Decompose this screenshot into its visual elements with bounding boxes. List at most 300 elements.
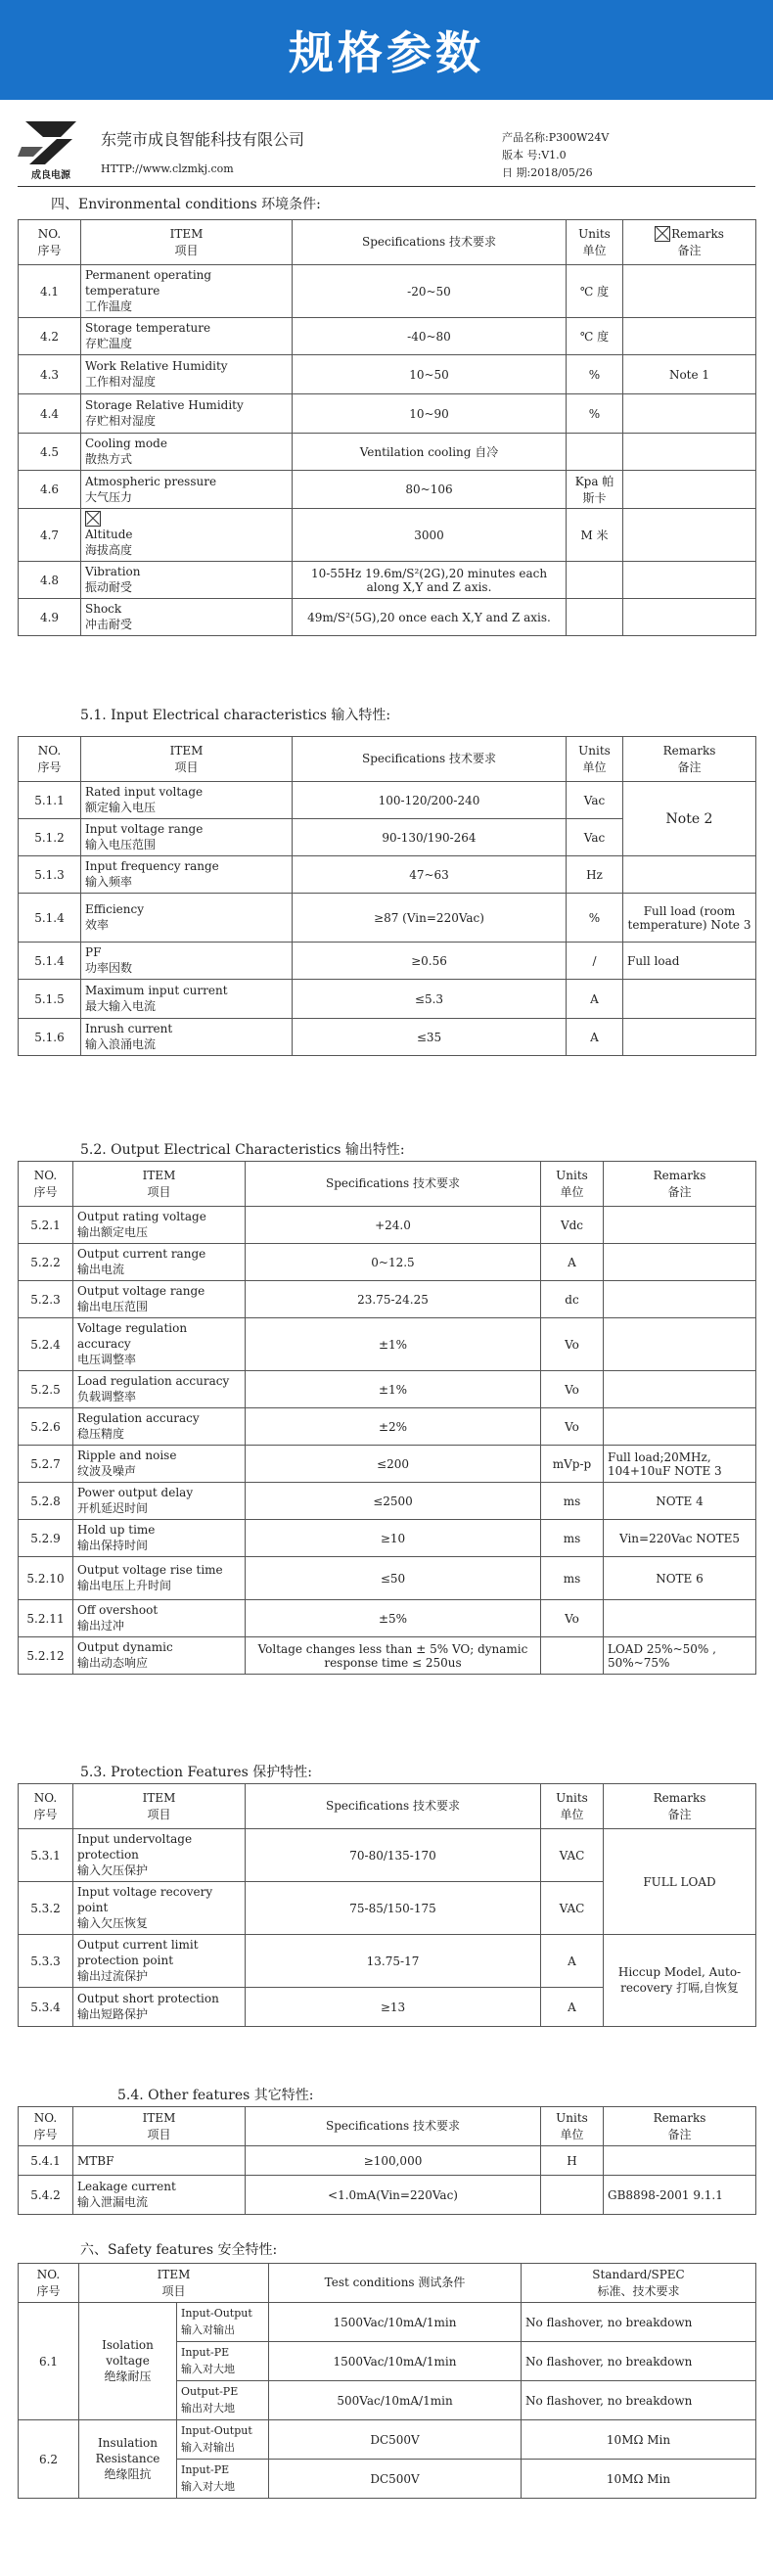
item-cn: 输入电压范围: [85, 838, 157, 851]
product-value: P300W24V: [548, 131, 610, 144]
table-row: [19, 599, 756, 636]
row-number: 5.1.1: [19, 782, 81, 819]
section-title-input: 5.1. Input Electrical characteristics 输入特性:: [80, 708, 391, 723]
item-cn: 振动耐受: [85, 580, 133, 594]
remarks-cell: NOTE 6: [604, 1557, 756, 1600]
table-header-row: NO. 序号 ITEM 项目 Test conditions 测试条件 Standard/SPEC 标准、技术要求: [19, 2264, 756, 2303]
unit-cell: VAC: [541, 1829, 604, 1882]
row-number: 5.2.3: [19, 1281, 73, 1318]
date-label: 日 期:: [502, 166, 531, 179]
sub-item-en: Input-Output: [181, 2307, 252, 2320]
standard-cell: No flashover, no breakdown: [522, 2381, 756, 2420]
item-cell: [73, 1446, 246, 1483]
unit-cell: dc: [541, 1281, 604, 1318]
row-number: 4.5: [19, 434, 81, 471]
company-logo: [18, 117, 84, 180]
row-number: 4.3: [19, 355, 81, 394]
unit-cell: Vac: [567, 819, 623, 856]
other-table: [18, 2106, 756, 2215]
table-header-row: NO. 序号 ITEM 项目 Specifications 技术要求 Units 单位 Remarks 备注: [19, 1162, 756, 1207]
checkbox-icon: [85, 511, 101, 527]
item-cn: 最大输入电流: [85, 999, 157, 1013]
table-row: [19, 856, 756, 894]
spec-cell: ≥13: [246, 1988, 541, 2027]
company-name: 东莞市成良智能科技有限公司: [101, 130, 305, 149]
company-url[interactable]: HTTP://www.clzmkj.com: [101, 162, 234, 175]
item-cn: 绝缘阻抗: [104, 2467, 152, 2481]
sub-item-cell: [177, 2303, 269, 2342]
table-row: [19, 1446, 756, 1483]
remarks-cell: [623, 856, 756, 894]
item-en: PF: [85, 945, 102, 959]
item-cell: [73, 1988, 246, 2027]
unit-cell: [567, 434, 623, 471]
item-en: Load regulation accuracy: [77, 1374, 230, 1388]
item-en: Leakage current: [77, 2180, 176, 2193]
unit-cell: Vdc: [541, 1207, 604, 1244]
table-row: [19, 2146, 756, 2176]
col-remarks: Remarks 备注: [623, 220, 756, 265]
col-item: ITEM 项目: [81, 220, 293, 265]
item-cn: 输出动态响应: [77, 1656, 149, 1670]
row-number: 4.1: [19, 265, 81, 318]
row-number: 5.2.2: [19, 1244, 73, 1281]
item-en: Off overshoot: [77, 1603, 159, 1617]
item-cell: [73, 1318, 246, 1371]
unit-cell: M 米: [567, 509, 623, 562]
item-en: Ripple and noise: [77, 1449, 177, 1462]
item-cell: [81, 819, 293, 856]
version-label: 版本 号:: [502, 149, 542, 161]
spec-cell: 13.75-17: [246, 1935, 541, 1988]
item-cn: 存贮相对湿度: [85, 414, 157, 428]
safety-table: [18, 2263, 756, 2499]
item-en: Storage temperature: [85, 321, 211, 335]
remarks-cell: Vin=220Vac NOTE5: [604, 1520, 756, 1557]
col-units: Units 单位: [567, 220, 623, 265]
sub-item-en: Output-PE: [181, 2385, 239, 2398]
row-number: 5.3.1: [19, 1829, 73, 1882]
document-header: [18, 110, 755, 184]
item-cn: 散热方式: [85, 452, 133, 466]
spec-cell: 10-55Hz 19.6m/S²(2G),20 minutes each along X,Y and Z axis.: [293, 562, 567, 599]
sub-item-cn: 输出对大地: [181, 2402, 235, 2415]
row-number: 5.1.6: [19, 1019, 81, 1056]
item-en: Output dynamic: [77, 1640, 173, 1654]
item-cn: 功率因数: [85, 961, 133, 975]
row-number: 4.9: [19, 599, 81, 636]
item-cn: 输出额定电压: [77, 1225, 149, 1239]
sub-item-cell: [177, 2342, 269, 2381]
item-cell: [81, 471, 293, 509]
item-en: Rated input voltage: [85, 785, 204, 799]
unit-cell: A: [567, 1019, 623, 1056]
table-row: [19, 1829, 756, 1882]
spec-cell: Voltage changes less than ± 5% VO; dynamic response time ≤ 250us: [246, 1637, 541, 1675]
remarks-cell: [623, 394, 756, 434]
row-number: 5.3.4: [19, 1988, 73, 2027]
remarks-cell: [604, 1281, 756, 1318]
item-cn: 输出电压上升时间: [77, 1579, 172, 1592]
item-cn: 输入浪涌电流: [85, 1037, 157, 1051]
row-number: 4.6: [19, 471, 81, 509]
unit-cell: Vo: [541, 1408, 604, 1446]
item-en: Atmospheric pressure: [85, 474, 217, 488]
row-number: 5.3.3: [19, 1935, 73, 1988]
item-en: Input frequency range: [85, 859, 219, 873]
remarks-cell: Full load (room temperature) Note 3: [623, 894, 756, 943]
remarks-cell: FULL LOAD: [604, 1829, 756, 1935]
item-en: Output current limit protection point: [77, 1938, 199, 1967]
table-row: [19, 1483, 756, 1520]
environmental-table: [18, 219, 756, 636]
spec-cell: ≤5.3: [293, 980, 567, 1019]
spec-cell: 3000: [293, 509, 567, 562]
checkbox-icon: [655, 226, 670, 242]
unit-cell: VAC: [541, 1882, 604, 1935]
spec-cell: <1.0mA(Vin=220Vac): [246, 2176, 541, 2215]
item-cn: 输出保持时间: [77, 1539, 149, 1552]
spec-cell: -20~50: [293, 265, 567, 318]
item-cell: [81, 318, 293, 355]
sub-item-cell: [177, 2381, 269, 2420]
item-cell: [73, 1882, 246, 1935]
table-row: [19, 1557, 756, 1600]
unit-cell: %: [567, 394, 623, 434]
product-label: 产品名称:: [502, 131, 549, 144]
unit-cell: A: [541, 1244, 604, 1281]
remarks-cell: GB8898-2001 9.1.1: [604, 2176, 756, 2215]
item-en: Input voltage recovery point: [77, 1885, 213, 1914]
item-cell: [81, 562, 293, 599]
row-number: 4.4: [19, 394, 81, 434]
item-en: Output rating voltage: [77, 1210, 206, 1223]
item-en: Output short protection: [77, 1992, 219, 2005]
remarks-cell: [604, 1371, 756, 1408]
spec-cell: ≤200: [246, 1446, 541, 1483]
row-number: 5.2.11: [19, 1600, 73, 1637]
protection-table: [18, 1783, 756, 2027]
item-en: Work Relative Humidity: [85, 359, 228, 373]
header-divider: [18, 186, 755, 187]
row-number: 5.2.12: [19, 1637, 73, 1675]
item-en: Insulation Resistance: [95, 2436, 160, 2465]
item-cell: [81, 1019, 293, 1056]
spec-cell: ±5%: [246, 1600, 541, 1637]
table-row: [19, 1207, 756, 1244]
row-number: 4.2: [19, 318, 81, 355]
sub-item-en: Input-Output: [181, 2424, 252, 2437]
table-header-row: NO. 序号 ITEM 项目 Specifications 技术要求 Units 单位 Remarks 备注: [19, 737, 756, 782]
row-number: 5.1.5: [19, 980, 81, 1019]
spec-cell: -40~80: [293, 318, 567, 355]
logo-mark-icon: [18, 117, 84, 166]
remarks-cell: [623, 980, 756, 1019]
item-cell: [73, 1557, 246, 1600]
item-cn: 输入泄漏电流: [77, 2195, 149, 2209]
row-number: 6.1: [19, 2303, 79, 2420]
remarks-cell: [604, 1244, 756, 1281]
spec-cell: 75-85/150-175: [246, 1882, 541, 1935]
unit-cell: mVp-p: [541, 1446, 604, 1483]
item-en: Regulation accuracy: [77, 1411, 200, 1425]
spec-cell: ≥100,000: [246, 2146, 541, 2176]
item-en: Efficiency: [85, 902, 145, 916]
item-cn: 效率: [85, 918, 110, 932]
item-cell: [79, 2303, 177, 2420]
item-cell: [81, 894, 293, 943]
remarks-cell: NOTE 4: [604, 1483, 756, 1520]
table-row: [19, 355, 756, 394]
remarks-cell: Hiccup Model, Auto-recovery 打嗝,自恢复: [604, 1935, 756, 2027]
item-cn: 绝缘耐压: [104, 2369, 152, 2383]
item-en: Permanent operating temperature: [85, 268, 212, 298]
row-number: 5.2.1: [19, 1207, 73, 1244]
spec-cell: 90-130/190-264: [293, 819, 567, 856]
row-number: 5.3.2: [19, 1882, 73, 1935]
sub-item-cn: 输入对大地: [181, 2363, 235, 2375]
item-en: MTBF: [77, 2153, 114, 2168]
unit-cell: ℃ 度: [567, 265, 623, 318]
section-title-protection: 5.3. Protection Features 保护特性:: [80, 1765, 313, 1780]
table-row: [19, 2303, 756, 2342]
item-cell: [81, 394, 293, 434]
spec-cell: 80~106: [293, 471, 567, 509]
remarks-cell: [604, 2146, 756, 2176]
item-cn: 输出过流保护: [77, 1969, 149, 1983]
item-cell: [73, 1483, 246, 1520]
version-value: V1.0: [541, 149, 567, 161]
table-row: [19, 434, 756, 471]
item-cn: 额定输入电压: [85, 801, 157, 814]
row-number: 5.1.3: [19, 856, 81, 894]
sub-item-cell: [177, 2460, 269, 2499]
unit-cell: ms: [541, 1520, 604, 1557]
remarks-cell: Note 2: [623, 782, 756, 856]
table-row: [19, 980, 756, 1019]
item-cell: [73, 1637, 246, 1675]
item-en: Storage Relative Humidity: [85, 398, 244, 412]
item-cn: 输入欠压保护: [77, 1863, 149, 1877]
unit-cell: ms: [541, 1557, 604, 1600]
item-cn: 负载调整率: [77, 1390, 137, 1403]
item-cn: 输出过冲: [77, 1619, 125, 1633]
remarks-cell: [623, 1019, 756, 1056]
remarks-cell: [623, 434, 756, 471]
col-spec: Specifications 技术要求: [293, 220, 567, 265]
item-cell: [73, 1371, 246, 1408]
unit-cell: [541, 2176, 604, 2215]
standard-cell: No flashover, no breakdown: [522, 2342, 756, 2381]
item-cn: 开机延迟时间: [77, 1501, 149, 1515]
table-row: [19, 1318, 756, 1371]
item-en: Input voltage range: [85, 822, 204, 836]
item-en: Cooling mode: [85, 437, 167, 450]
title-banner: [0, 0, 773, 100]
unit-cell: %: [567, 355, 623, 394]
item-cn: 输出短路保护: [77, 2007, 149, 2021]
row-number: 5.2.4: [19, 1318, 73, 1371]
unit-cell: H: [541, 2146, 604, 2176]
item-cn: 纹波及噪声: [77, 1464, 137, 1478]
spec-cell: ±2%: [246, 1408, 541, 1446]
table-row: [19, 2420, 756, 2460]
table-row: [19, 318, 756, 355]
remarks-cell: [604, 1600, 756, 1637]
unit-cell: /: [567, 943, 623, 980]
spec-cell: ≥0.56: [293, 943, 567, 980]
item-cn: 存贮温度: [85, 337, 133, 350]
table-row: [19, 1244, 756, 1281]
row-number: 5.4.2: [19, 2176, 73, 2215]
table-row: [19, 265, 756, 318]
unit-cell: A: [567, 980, 623, 1019]
remarks-cell: [623, 562, 756, 599]
item-cell: [73, 1244, 246, 1281]
item-cell: [81, 856, 293, 894]
section-title-other: 5.4. Other features 其它特性:: [117, 2088, 314, 2103]
sub-item-cn: 输入对输出: [181, 2323, 235, 2336]
col-no: NO. 序号: [19, 220, 81, 265]
item-cell: [73, 1520, 246, 1557]
row-number: 6.2: [19, 2420, 79, 2499]
table-row: [19, 1371, 756, 1408]
page-title: 规格参数: [289, 26, 484, 79]
row-number: 5.1.4: [19, 894, 81, 943]
spec-cell: 49m/S²(5G),20 once each X,Y and Z axis.: [293, 599, 567, 636]
unit-cell: %: [567, 894, 623, 943]
table-row: [19, 894, 756, 943]
table-row: [19, 782, 756, 819]
spec-cell: ±1%: [246, 1318, 541, 1371]
table-row: [19, 562, 756, 599]
standard-cell: No flashover, no breakdown: [522, 2303, 756, 2342]
item-en: Output current range: [77, 1247, 206, 1261]
item-cn: 工作温度: [85, 299, 133, 313]
protection-rows: [19, 1829, 756, 2027]
section-title-output: 5.2. Output Electrical Characteristics 输出特性:: [80, 1142, 405, 1158]
item-cn: 输入欠压恢复: [77, 1916, 149, 1930]
unit-cell: ms: [541, 1483, 604, 1520]
remarks-cell: Full load;20MHz, 104+10uF NOTE 3: [604, 1446, 756, 1483]
remarks-cell: [623, 471, 756, 509]
row-number: 5.2.6: [19, 1408, 73, 1446]
item-cell: [73, 1600, 246, 1637]
test-cell: 500Vac/10mA/1min: [269, 2381, 522, 2420]
row-number: 5.2.7: [19, 1446, 73, 1483]
test-cell: DC500V: [269, 2420, 522, 2460]
unit-cell: Vo: [541, 1600, 604, 1637]
item-en: Output voltage range: [77, 1284, 205, 1298]
table-row: [19, 943, 756, 980]
item-en: Power output delay: [77, 1486, 194, 1499]
date-value: 2018/05/26: [530, 166, 593, 179]
item-cn: 稳压精度: [77, 1427, 125, 1441]
section-title-environmental: 四、Environmental conditions 环境条件:: [51, 197, 321, 212]
item-cn: 大气压力: [85, 489, 133, 504]
item-cell: [73, 1281, 246, 1318]
row-number: 4.8: [19, 562, 81, 599]
table-row: [19, 394, 756, 434]
row-number: 5.1.4: [19, 943, 81, 980]
spec-cell: 0~12.5: [246, 1244, 541, 1281]
item-cn: 输入频率: [85, 875, 133, 889]
spec-cell: 23.75-24.25: [246, 1281, 541, 1318]
unit-cell: Hz: [567, 856, 623, 894]
row-number: 5.2.9: [19, 1520, 73, 1557]
item-en: Maximum input current: [85, 984, 228, 997]
item-en: Shock: [85, 602, 122, 616]
row-number: 4.7: [19, 509, 81, 562]
item-cell: [73, 1935, 246, 1988]
remarks-cell: [623, 599, 756, 636]
spec-cell: ≥10: [246, 1520, 541, 1557]
item-cell: [81, 434, 293, 471]
remarks-cell: [623, 318, 756, 355]
item-en: Inrush current: [85, 1022, 173, 1035]
item-cell: [73, 1829, 246, 1882]
unit-cell: Kpa 帕斯卡: [567, 471, 623, 509]
output-rows: [19, 1207, 756, 1675]
row-number: 5.2.8: [19, 1483, 73, 1520]
spec-cell: ≤50: [246, 1557, 541, 1600]
item-en: Voltage regulation accuracy: [77, 1321, 188, 1351]
item-en: Hold up time: [77, 1523, 156, 1537]
spec-cell: ≤2500: [246, 1483, 541, 1520]
item-cell: [81, 943, 293, 980]
logo-text: 成良电源: [31, 170, 70, 181]
item-cell: [81, 355, 293, 394]
unit-cell: ℃ 度: [567, 318, 623, 355]
table-row: [19, 1408, 756, 1446]
test-cell: DC500V: [269, 2460, 522, 2499]
row-number: 5.4.1: [19, 2146, 73, 2176]
spec-cell: 10~90: [293, 394, 567, 434]
spec-cell: 70-80/135-170: [246, 1829, 541, 1882]
table-row: [19, 509, 756, 562]
table-row: [19, 1281, 756, 1318]
item-en: Vibration: [85, 565, 141, 578]
remarks-cell: [604, 1207, 756, 1244]
unit-cell: Vo: [541, 1318, 604, 1371]
item-cn: 输出电流: [77, 1263, 125, 1276]
item-cell: [81, 980, 293, 1019]
item-cn: 输出电压范围: [77, 1300, 149, 1313]
item-cell: [73, 1207, 246, 1244]
item-en: Altitude: [85, 528, 133, 541]
sub-item-cn: 输入对输出: [181, 2441, 235, 2454]
remarks-cell: [623, 509, 756, 562]
unit-cell: [567, 562, 623, 599]
section-title-safety: 六、Safety features 安全特性:: [80, 2242, 278, 2258]
item-cn: 冲击耐受: [85, 618, 133, 631]
table-row: [19, 471, 756, 509]
environmental-rows: [19, 265, 756, 636]
item-cell: [81, 599, 293, 636]
item-cn: 电压调整率: [77, 1353, 137, 1366]
input-rows: [19, 782, 756, 1056]
remarks-cell: Note 1: [623, 355, 756, 394]
sub-item-en: Input-PE: [181, 2346, 230, 2359]
table-row: [19, 1019, 756, 1056]
item-en: Output voltage rise time: [77, 1563, 223, 1577]
item-cell: [73, 2146, 246, 2176]
test-cell: 1500Vac/10mA/1min: [269, 2303, 522, 2342]
row-number: 5.1.2: [19, 819, 81, 856]
spec-cell: ≤35: [293, 1019, 567, 1056]
item-en: Input undervoltage protection: [77, 1832, 193, 1862]
item-cell: [81, 509, 293, 562]
